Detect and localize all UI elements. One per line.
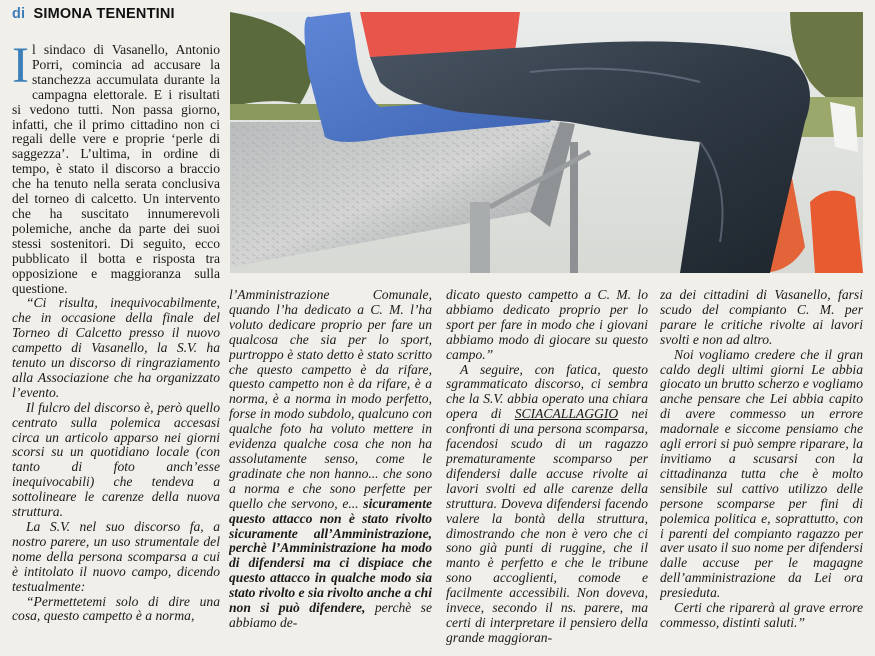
paragraph-gran-caldo: Noi vogliamo credere che il gran caldo degli ultimi giorni Le abbia giocato un brutto scherzo e vogliamo anche pensare che Lei abbia capito di avere commesso un errore madornale e siccome pensiamo che agli errori si può sempre riparare, la invitiamo a scusarsi con la cittadinanza tutta che è molto sensibile sul cattivo utilizzo delle persone scomparse per fini di polemica politica e, soprattutto, con i parenti del compianto ragazzo per aver usato il suo nome per difendersi dalle accuse per le magagne dell’amministrazione da Lei ora presieduta. — [660, 346, 863, 601]
article-column-3 — [446, 288, 648, 656]
paragraph-intro — [12, 43, 220, 296]
paragraph-sciacallaggio — [446, 363, 648, 646]
paragraph-text-cont: nei confronti di una persona scomparsa, facendosi scudo di un ragazzo prematuramente scomparso per difendersi dalle accuse rivolte ai lavori svolti ed alle carenze della struttura. Doveva difendersi facendo valere la bontà della struttura, dimostrando che non è vero che ci sono già punti di ruggine, che il manto è perfetto e che le tribune sono accoglienti, comode e facilmente accessibili. Non doveva, invece, secondo il ns. parere, ma certi di interpretare il pensiero della grande maggioran- — [446, 406, 648, 645]
article-column-2 — [229, 288, 432, 656]
paragraph-quote-continued — [229, 288, 432, 631]
sciacallaggio-emphasis: SCIACALLAGGIO — [514, 406, 619, 422]
drop-cap: I — [12, 43, 29, 94]
byline — [12, 6, 175, 22]
byline-author: SIMONA TENENTINI — [33, 6, 175, 22]
quote-bold-text: sicuramente questo attacco non è stato rivolto sicuramente all’Amministrazione, perchè l’Amministrazione ha modo di difendersi ma ci dispiace che questo attacco in qualche modo sia stato rivolto e sia rivolto anche a chi non si può difendere, — [229, 495, 432, 616]
article-column-4 — [660, 288, 863, 656]
paragraph-quote-open: “Ci risulta, inequivocabilmente, che in occasione della finale del Torneo di Calcetto presso il nuovo campetto di Vasanello, la S.V. ha tenuto un discorso di ringraziamento alla Associazione che ha organizzato l’evento. — [12, 295, 220, 400]
paragraph-sv-discorso: La S.V. nel suo discorso fa, a nostro parere, un uso strumentale del nome della persona scomparsa a cui è intitolato il nuovo campo, dicendo testualmente: — [12, 519, 220, 594]
paragraph-text: A seguire, con fatica, questo sgrammaticato discorso, ci sembra che la S.V. abbia operato una chiara opera di — [446, 361, 648, 422]
article-column-1 — [12, 43, 220, 656]
paragraph-fulcro: Il fulcro del discorso è, però quello centrato sulla polemica accesasi circa un articolo apparso nei giorni scorsi su un quotidiano locale (con tanto di foto anch’esse inequivocabili) che tendeva a sottolineare le carenze della nuova struttura. — [12, 399, 220, 520]
quote-end-text: perchè se abbiamo de- — [229, 600, 432, 630]
quote-text: l’Amministrazione Comunale, quando l’ha dedicato a C. M. l’ha voluto dedicare proprio per fare un qualcosa che sia per lo sport, purtroppo è stato detto è stato scritto che questo campetto è da rifare, questo campetto non è da rifare, è a norma, è a norma in modo perfetto, forse in modo subdolo, qualcuno con qualche foto ha voluto mettere in evidenza qualche cosa che non ha assolutamente senso, come le gradinate che non hanno... che sono a norma e che sono perfette per quello che servono, e... — [229, 288, 432, 511]
paragraph-quote-close: dicato questo campetto a C. M. lo abbiamo dedicato proprio per lo sport per fare in modo che i giovani abbiamo modo di giocare su questo campo.” — [446, 288, 648, 362]
paragraph-quote-permettetemi: “Permettetemi solo di dire una cosa, questo campetto è a norma, — [12, 593, 220, 624]
paragraph-intro-text: l sindaco di Vasanello, Antonio Porri, comincia ad accusare la stanchezza accumulata durante la campagna elettorale. E i risultati si vedono tutti. Non passa giorno, infatti, che il primo cittadino non ci regali delle vere e proprie ‘perle di saggezza’. L’ultima, in ordine di tempo, è stato il discorso a braccio che ha tenuto nella serata conclusiva del torneo di calcetto. Un intervento che ha suscitato innumerevoli polemiche, anche da parte dei suoi stessi sostenitori. Di seguito, ecco pubblicato il botta e risposta tra opposizione e maggioranza sulla questione. — [12, 43, 220, 296]
paragraph-scudo: za dei cittadini di Vasanello, farsi scudo del compianto C. M. per parare le critiche rivolte ai lavori svolti e non ad altro. — [660, 288, 863, 347]
paragraph-saluti: Certi che riparerà al grave errore commesso, distinti saluti.” — [660, 600, 863, 630]
article-photo — [230, 12, 863, 273]
byline-prefix: di — [12, 6, 26, 22]
